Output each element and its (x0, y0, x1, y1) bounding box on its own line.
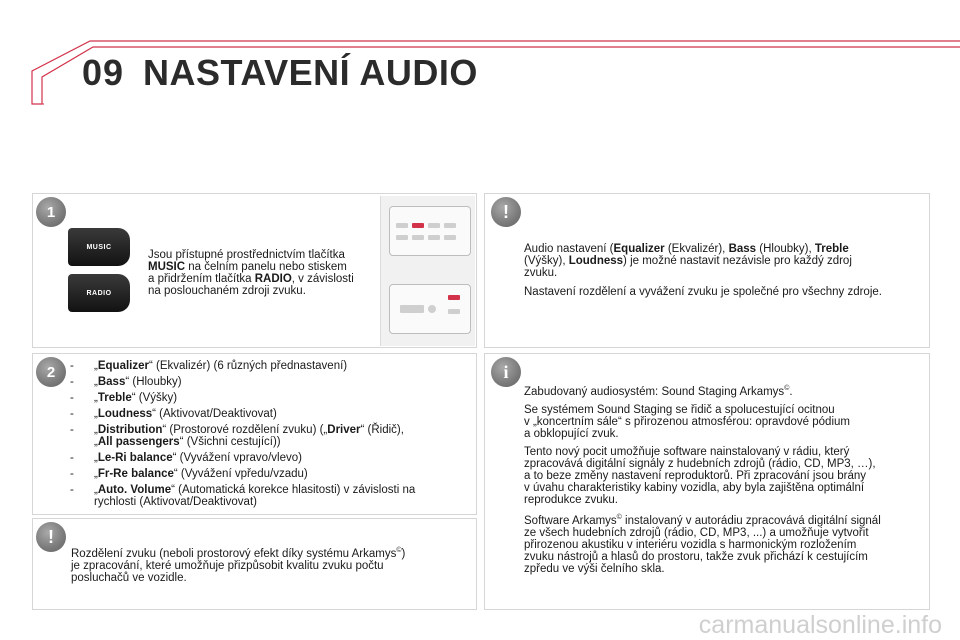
warning-icon: ! (36, 522, 66, 552)
radio-button-image (68, 274, 130, 312)
panel3-text (71, 545, 471, 584)
settings-list-item: - „Bass“ (Hloubky) (70, 376, 182, 388)
info-icon: i (491, 357, 521, 387)
panel4-line-1: Audio nastavení (Equalizer (Ekvalizér), Bass (Hloubky), Treble (524, 243, 849, 255)
panel4-line-2: (Výšky), Loudness) je možné nastavit nezávisle pro každý zdroj (524, 255, 852, 267)
radio-button-label: RADIO (86, 289, 112, 297)
settings-list-item: - „Le-Ri balance“ (Vyvážení vpravo/vlevo) (70, 452, 302, 464)
watermark: carmanualsonline.info (698, 611, 942, 639)
settings-list-item: - „Distribution“ (Prostorové rozdělení zvuku) („Driver“ (Řidič), „All passengers“ (Všichni cestující)) (70, 424, 404, 448)
panel3-line-2: je zpracování, které umožňuje přizpůsobit kvalitu zvuku počtu (71, 559, 384, 572)
list-dash: - (70, 452, 74, 464)
page-title: NASTAVENÍ AUDIO (143, 52, 478, 93)
settings-list-item: - „Treble“ (Výšky) (70, 392, 178, 404)
settings-list (70, 360, 470, 512)
settings-list-item: - „Auto. Volume“ (Automatická korekce hlasitosti) v závislosti na rychlosti (Aktivovat/Deaktivovat) (70, 484, 416, 508)
warning-icon: ! (491, 197, 521, 227)
panel5-text (524, 383, 928, 575)
panel5-p2: Se systémem Sound Staging se řidič a spolucestující ocitnou v „koncertním sále“ s přirozenou atmosférou: opravdové pódium a obklopující zvuk. (524, 403, 850, 440)
panel1-line-a: Jsou přístupné prostřednictvím tlačítka (148, 249, 345, 261)
list-dash: - (70, 468, 74, 480)
panel4-text (524, 243, 924, 298)
panel1-line-d: na poslouchaném zdroji zvuku. (148, 285, 306, 297)
settings-list-item: - „Fr-Re balance“ (Vyvážení vpředu/vzadu) (70, 468, 308, 480)
list-dash: - (70, 408, 74, 420)
step-badge-2: 2 (36, 357, 66, 387)
list-dash: - (70, 424, 74, 436)
settings-list-item: - „Loudness“ (Aktivovat/Deaktivovat) (70, 408, 277, 420)
panel5-p3: Tento nový pocit umožňuje software nainstalovaný v rádiu, který zpracovává digitální signály z hudebních zdrojů (rádio, CD, MP3, …), a to beze změny nastavení reproduktorů. Při zpracování jsou brány v úvahu charakteristiky kabiny vozidla, aby byla zajištěna optimální reprodukce zvuku. (524, 445, 876, 506)
panel5-p4: Software Arkamys© instalovaný v autorádiu zpracovává digitální signál ze všech hudebních zdrojů (rádio, CD, MP3, ...) a umožňuje vytvořit přirozenou akustiku v interiéru vozidla s harmonickým rozložením zvuku nástrojů a hlasů do prostoru, takže zvuk přichází k cestujícím zpředu ve výši čelního skla. (524, 513, 881, 575)
music-button-label: MUSIC (86, 243, 112, 251)
panel4-line-4: Nastavení rozdělení a vyvážení zvuku je společné pro všechny zdroje. (524, 286, 882, 298)
step-badge-1: 1 (36, 197, 66, 227)
panel1-line-c: a přidržením tlačítka RADIO, v závislosti (148, 273, 354, 285)
panel4-line-3: zvuku. (524, 267, 558, 279)
panel1-line-b: MUSIC na čelním panelu nebo stiskem (148, 261, 347, 273)
list-dash: - (70, 392, 74, 404)
chapter-number: 09 (82, 52, 125, 93)
panel5-p1: Zabudovaný audiosystém: Sound Staging Arkamys©. (524, 385, 793, 398)
settings-list-item: - „Equalizer“ (Ekvalizér) (6 různých přednastavení) (70, 360, 348, 372)
panel3-line-3: posluchačů ve vozidle. (71, 571, 187, 584)
radio-unit-upper (389, 206, 471, 256)
music-button-image (68, 228, 130, 266)
list-dash: - (70, 360, 74, 372)
list-dash: - (70, 376, 74, 388)
panel1-text (148, 249, 384, 297)
list-dash: - (70, 484, 74, 496)
panel3-line-1: Rozdělení zvuku (neboli prostorový efekt díky systému Arkamys©) (71, 547, 406, 560)
radio-unit-lower (389, 284, 471, 334)
radio-panel-illustration (380, 196, 475, 346)
